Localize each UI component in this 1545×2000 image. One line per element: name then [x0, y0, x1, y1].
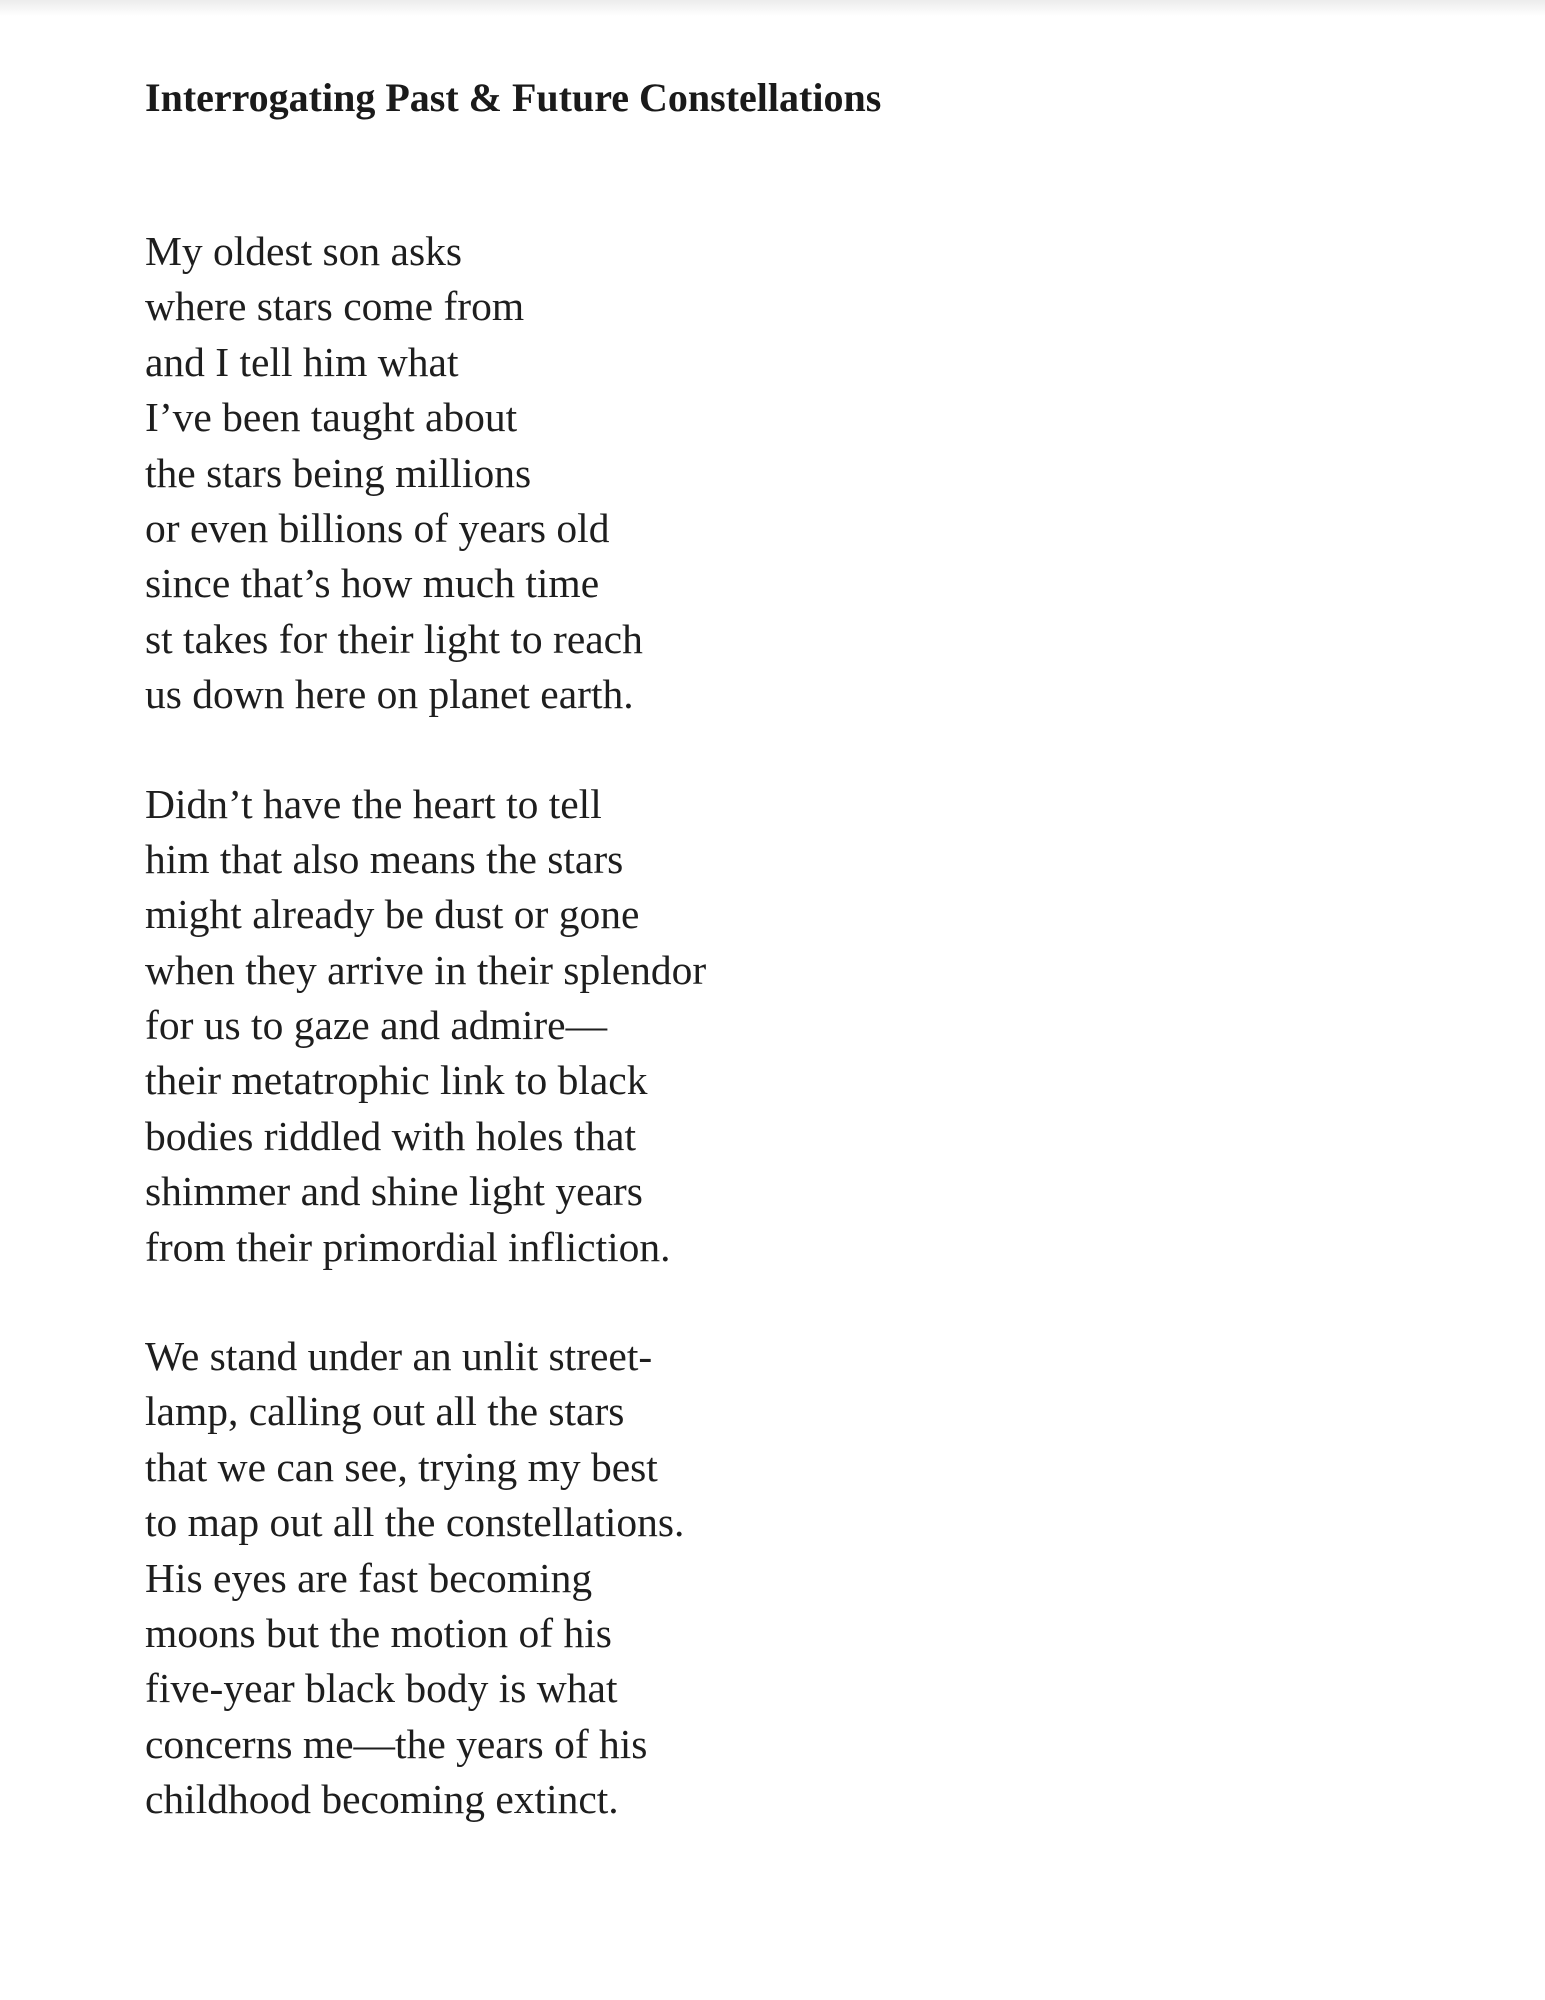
poem-line: might already be dust or gone	[145, 891, 640, 938]
poem-line: where stars come from	[145, 283, 525, 330]
poem-line: that we can see, trying my best	[145, 1443, 658, 1490]
poem-line: Didn’t have the heart to tell	[145, 780, 602, 827]
stanza-2	[145, 777, 1445, 1276]
poem-line: when they arrive in their splendor	[145, 946, 707, 993]
poem-line: and I tell him what	[145, 338, 459, 385]
poem-line: bodies riddled with holes that	[145, 1112, 637, 1159]
poem-line: or even billions of years old	[145, 504, 610, 551]
poem-line: moons but the motion of his	[145, 1609, 612, 1656]
poem-line: concerns me—the years of his	[145, 1720, 648, 1767]
poem-line: him that also means the stars	[145, 835, 624, 882]
poem-line: for us to gaze and admire—	[145, 1002, 608, 1049]
page-top-edge	[0, 0, 1545, 16]
poem-line: since that’s how much time	[145, 560, 600, 607]
poem-title: Interrogating Past & Future Constellations	[145, 75, 882, 120]
poem-line: I’ve been taught about	[145, 394, 518, 441]
poem-line: lamp, calling out all the stars	[145, 1388, 625, 1435]
stanza-1	[145, 224, 1445, 723]
poem-line: the stars being millions	[145, 449, 532, 496]
poem-line: from their primordial infliction.	[145, 1223, 671, 1270]
poem-line: My oldest son asks	[145, 228, 463, 274]
poem-line: their metatrophic link to black	[145, 1057, 648, 1104]
poem-line: childhood becoming extinct.	[145, 1776, 619, 1823]
poem-line: us down here on planet earth.	[145, 671, 634, 718]
document-page	[145, 72, 1445, 1828]
poem-line: His eyes are fast becoming	[145, 1554, 593, 1601]
poem-line: five-year black body is what	[145, 1665, 618, 1712]
poem-line: shimmer and shine light years	[145, 1168, 643, 1215]
poem-line: We stand under an unlit street-	[145, 1333, 653, 1380]
poem-line: to map out all the constellations.	[145, 1499, 685, 1546]
stanza-3	[145, 1329, 1445, 1828]
poem-line: st takes for their light to reach	[145, 615, 643, 662]
